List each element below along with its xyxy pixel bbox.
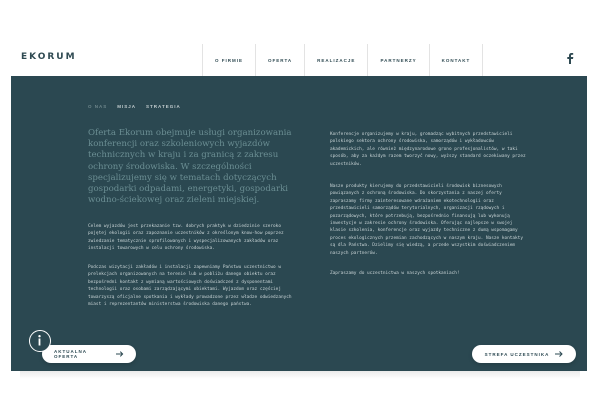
main-nav xyxy=(202,44,483,76)
current-offer-label: AKTUALNA OFERTA xyxy=(54,349,87,359)
logo[interactable]: EKORUM xyxy=(21,52,77,62)
tab-o-nas[interactable]: O NAS xyxy=(88,104,108,109)
top-bar xyxy=(0,0,600,76)
nav-item-o-firmie[interactable]: O FIRMIE xyxy=(202,44,256,76)
left-paragraph-2: Podczas wizytacji zakładów i instalacji zapewniamy Państwu uczestnictwo w prelekcjach organizowanych na terenie lub w pobliżu danego obiektu oraz bezpośredni kontakt z wymianą wartościowych doświadczeń z dysponentami technologii oraz osobami zarządzającymi obiektami. Wyjazdom oraz częściej towarzyszą oficjalne spotkania i wykłady prowadzone przez władze odwiedzanych miast i reprezentantów ministerstwa środowiska danego państwa. xyxy=(88,265,292,308)
nav-item-kontakt[interactable]: KONTAKT xyxy=(430,44,484,76)
participant-zone-label: STREFA UCZESTNIKA xyxy=(484,351,550,357)
left-paragraph-1: Celem wyjazdów jest przekazanie tzw. dobrych praktyk w dziedzinie szeroko pojętej ekologii oraz zapoznanie uczestników z określonym know-how poprzez zwiedzanie tematycznie sprofilowanych i wyspecjalizowanych zakładów oraz instalacji towarowych w celu ochrony środowiska. xyxy=(88,224,284,252)
right-paragraph-1: Konferencje organizujemy w kraju, gromadząc wybitnych przedstawicieli polskiego sektora ochrony środowiska, samorządów i wykładowców akademickich, ale również międzynarodowe grono profesjonalistów, w taki sposób, aby za każdym razem tworzyć nowy, wyższy standard oczekiwany przez uczestników. xyxy=(330,132,526,167)
nav-item-realizacje[interactable]: REALIZACJE xyxy=(305,44,368,76)
nav-item-partnerzy[interactable]: PARTNERZY xyxy=(368,44,429,76)
current-offer-button[interactable] xyxy=(42,345,136,363)
right-paragraph-2: Nasze produkty kierujemy do przedstawicieli środowisk biznesowych powiązanych z ochroną środowiska. Do skorzystania z naszej oferty zapraszamy firmy zainteresowane wdrażaniem ekotechnologii oraz przedstawicieli samorządów terytorialnych, organizacji rządowych i pozarządowych, które potrzebują, bezpośrednio finansują lub wykonują inwestycje w zakresie ochrony środowiska. Oferując najlepsze w swojej klasie szkolenia, konferencje oraz wyjazdy techniczne z dumą wspomagamy proces ekologicznych przemian zachodzących w naszym kraju. Nasze kontakty są dla Państwa. Dzielimy się wiedzą, a przede wszystkim doświadczeniem naszych partnerów. xyxy=(330,184,523,256)
tab-misja[interactable]: MISJA xyxy=(117,104,137,109)
facebook-icon[interactable] xyxy=(566,52,574,64)
lead-text: Oferta Ekorum obejmuje usługi organizowania konferencji oraz szkoleniowych wyjazdów technicznych w kraju i za granicą z zakresu ochrony środowiska. W szczególności specjalizujemy się w tematach dotyczących gospodarki odpadami, energetyki, gospodarki wodno-ściekowej oraz zieleni miejskiej. xyxy=(88,128,292,206)
panel-shadow xyxy=(20,371,580,379)
arrow-right-icon xyxy=(555,351,563,357)
tab-strategia[interactable]: STRATEGIA xyxy=(146,104,181,109)
section-tabs xyxy=(88,104,181,109)
right-paragraph-3: Zapraszamy do uczestnictwa w naszych spotkaniach! xyxy=(330,271,460,276)
info-button[interactable] xyxy=(29,330,51,352)
nav-item-oferta[interactable]: OFERTA xyxy=(256,44,305,76)
participant-zone-button[interactable] xyxy=(472,345,576,363)
info-icon xyxy=(30,331,49,350)
arrow-right-icon xyxy=(116,351,124,357)
